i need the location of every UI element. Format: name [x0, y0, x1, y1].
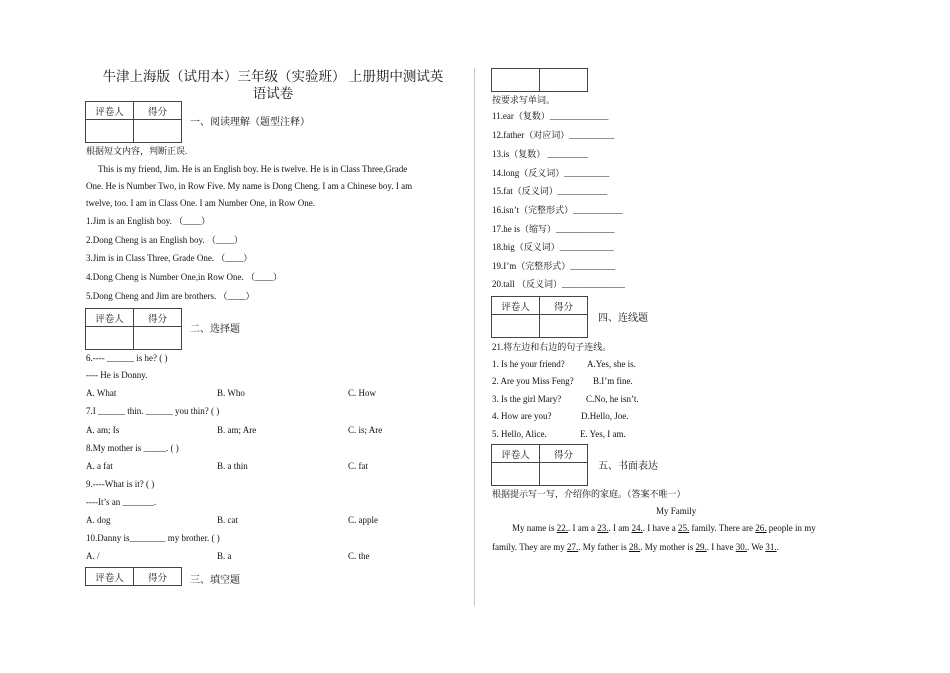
match-left-5[interactable]: 5. Hello, Alice. [492, 429, 547, 439]
writing-text: . My father is [578, 542, 629, 552]
fill-item-16[interactable]: 16.isn’t（完整形式）___________ [492, 205, 623, 215]
score-box-1 [85, 101, 182, 143]
score-box-2 [85, 308, 182, 350]
question-6-stem: 6.---- ______ is he? ( ) [86, 353, 168, 363]
question-6-option-b[interactable]: B. Who [217, 388, 245, 398]
score-cell[interactable] [540, 69, 588, 92]
blank-27[interactable]: 27. [566, 542, 579, 552]
question-9-option-c[interactable]: C. apple [348, 515, 378, 525]
writing-text: family. There are [689, 523, 756, 533]
reviewer-label: 评卷人 [492, 445, 540, 463]
score-label: 得分 [540, 445, 588, 463]
reviewer-cell[interactable] [492, 69, 540, 92]
blank-26[interactable]: 26. [755, 523, 767, 533]
score-label: 得分 [540, 297, 588, 315]
question-7-option-b[interactable]: B. am; Are [217, 425, 257, 435]
question-6-answer-line: ---- He is Donny. [86, 370, 148, 380]
reviewer-label: 评卷人 [86, 102, 134, 120]
writing-text: people in my [766, 523, 816, 533]
section-5-heading: 五、书面表达 [598, 461, 658, 472]
fill-item-15[interactable]: 15.fat（反义词）___________ [492, 186, 608, 196]
question-7-stem: 7.I ______ thin. ______ you thin? ( ) [86, 406, 220, 416]
score-box-4 [491, 296, 588, 338]
score-box-3 [85, 567, 182, 586]
question-8-stem: 8.My mother is _____. ( ) [86, 443, 179, 453]
fill-item-17[interactable]: 17.he is（缩写）_____________ [492, 224, 615, 234]
page-title-line2: 语试卷 [252, 86, 294, 101]
blank-29[interactable]: 29. [695, 542, 707, 552]
match-right-3[interactable]: C.No, he isn’t. [586, 394, 639, 404]
writing-text: . I have a [642, 523, 678, 533]
writing-text: family. They are my [492, 542, 567, 552]
fill-item-14[interactable]: 14.long（反义词）__________ [492, 168, 610, 178]
fill-item-13[interactable]: 13.is（复数） _________ [492, 149, 589, 159]
question-7-option-c[interactable]: C. is; Are [348, 425, 383, 435]
section-2-heading: 二、选择题 [190, 324, 240, 335]
writing-text: . We [746, 542, 766, 552]
question-9-stem: 9.----What is it? ( ) [86, 479, 155, 489]
score-label: 得分 [134, 102, 182, 120]
match-right-4[interactable]: D.Hello, Joe. [581, 411, 629, 421]
question-6-option-a[interactable]: A. What [86, 388, 117, 398]
reading-passage-line1: This is my friend, Jim. He is an English boy. He is twelve. He is in Class Three,Grade [98, 164, 408, 174]
reviewer-cell[interactable] [492, 463, 540, 486]
page-title-line1: 牛津上海版（试用本）三年级（实验班） 上册期中测试英 [102, 69, 444, 84]
fill-item-20[interactable]: 20.tall （反义词）______________ [492, 279, 625, 289]
question-7-option-a[interactable]: A. am; Is [86, 425, 120, 435]
fill-instruction: 按要求写单词。 [492, 95, 556, 105]
blank-22[interactable]: 22. [556, 523, 568, 533]
writing-text: . I am a [568, 523, 598, 533]
match-left-3[interactable]: 3. Is the girl Mary? [492, 394, 562, 404]
score-label: 得分 [134, 568, 182, 586]
blank-25[interactable]: 25. [677, 523, 690, 533]
question-10-option-c[interactable]: C. the [348, 551, 370, 561]
question-9-option-a[interactable]: A. dog [86, 515, 111, 525]
match-instruction: 21.将左边和右边的句子连线。 [492, 342, 612, 352]
writing-instruction: 根据提示写一写，介绍你的家庭。（答案不唯一） [492, 489, 686, 499]
score-label: 得分 [134, 309, 182, 327]
question-1[interactable]: 1.Jim is an English boy. （____） [86, 216, 211, 226]
writing-line-2 [492, 541, 779, 553]
score-cell[interactable] [540, 315, 588, 338]
question-8-option-a[interactable]: A. a fat [86, 461, 113, 471]
reviewer-cell[interactable] [86, 120, 134, 143]
score-cell[interactable] [540, 463, 588, 486]
score-box-5 [491, 444, 588, 486]
question-10-option-b[interactable]: B. a [217, 551, 232, 561]
match-right-5[interactable]: E. Yes, I am. [580, 429, 626, 439]
fill-item-19[interactable]: 19.I’m（完整形式）__________ [492, 261, 616, 271]
reviewer-label: 评卷人 [492, 297, 540, 315]
reading-passage-line2: One. He is Number Two, in Row Five. My name is Dong Cheng. I am a Chinese boy. I am [86, 181, 413, 191]
section-3-heading: 三、填空题 [190, 575, 240, 586]
match-left-1[interactable]: 1. Is he your friend? [492, 359, 565, 369]
writing-line-1 [512, 522, 816, 534]
fill-item-11[interactable]: 11.ear（复数）_____________ [492, 111, 609, 121]
column-divider [474, 68, 475, 606]
reviewer-label: 评卷人 [86, 309, 134, 327]
reviewer-label: 评卷人 [86, 568, 134, 586]
writing-text: . My mother is [640, 542, 696, 552]
writing-heading: My Family [656, 506, 697, 516]
fill-item-18[interactable]: 18.big（反义词）____________ [492, 242, 614, 252]
blank-28[interactable]: 28. [628, 542, 641, 552]
page-title [86, 68, 460, 102]
question-9-option-b[interactable]: B. cat [217, 515, 238, 525]
blank-24[interactable]: 24. [631, 523, 643, 533]
reviewer-cell[interactable] [86, 327, 134, 350]
section-4-heading: 四、连线题 [598, 313, 648, 324]
writing-text: . [776, 542, 779, 552]
match-right-2[interactable]: B.I’m fine. [593, 376, 633, 386]
question-10-option-a[interactable]: A. / [86, 551, 100, 561]
writing-text: My name is [512, 523, 557, 533]
blank-23[interactable]: 23. [597, 523, 609, 533]
match-right-1[interactable]: A.Yes, she is. [587, 359, 636, 369]
reviewer-cell[interactable] [492, 315, 540, 338]
question-5[interactable]: 5.Dong Cheng and Jim are brothers. （____） [86, 291, 255, 301]
reading-instruction: 根据短文内容，判断正误. [86, 146, 188, 156]
question-8-option-b[interactable]: B. a thin [217, 461, 248, 471]
fill-item-12[interactable]: 12.father（对应词）__________ [492, 130, 615, 140]
section-1-heading: 一、阅读理解（题型注释） [190, 117, 310, 128]
blank-31[interactable]: 31. [765, 542, 777, 552]
reading-passage-line3: twelve, too. I am in Class One. I am Number One, in Row One. [86, 198, 315, 208]
writing-text: . I am [608, 523, 632, 533]
score-box-continued [491, 68, 588, 92]
match-left-2[interactable]: 2. Are you Miss Feng? [492, 376, 574, 386]
score-cell[interactable] [134, 327, 182, 350]
question-9-answer-line: ----It’s an _______. [86, 497, 157, 507]
writing-text: . I have [706, 542, 736, 552]
question-3[interactable]: 3.Jim is in Class Three, Grade One. （____） [86, 253, 253, 263]
question-10-stem: 10.Danny is________ my brother. ( ) [86, 533, 220, 543]
question-4[interactable]: 4.Dong Cheng is Number One,in Row One. （____） [86, 272, 282, 282]
question-8-option-c[interactable]: C. fat [348, 461, 368, 471]
question-6-option-c[interactable]: C. How [348, 388, 377, 398]
match-left-4[interactable]: 4. How are you? [492, 411, 552, 421]
question-2[interactable]: 2.Dong Cheng is an English boy. （____） [86, 235, 243, 245]
score-cell[interactable] [134, 120, 182, 143]
blank-30[interactable]: 30. [735, 542, 747, 552]
